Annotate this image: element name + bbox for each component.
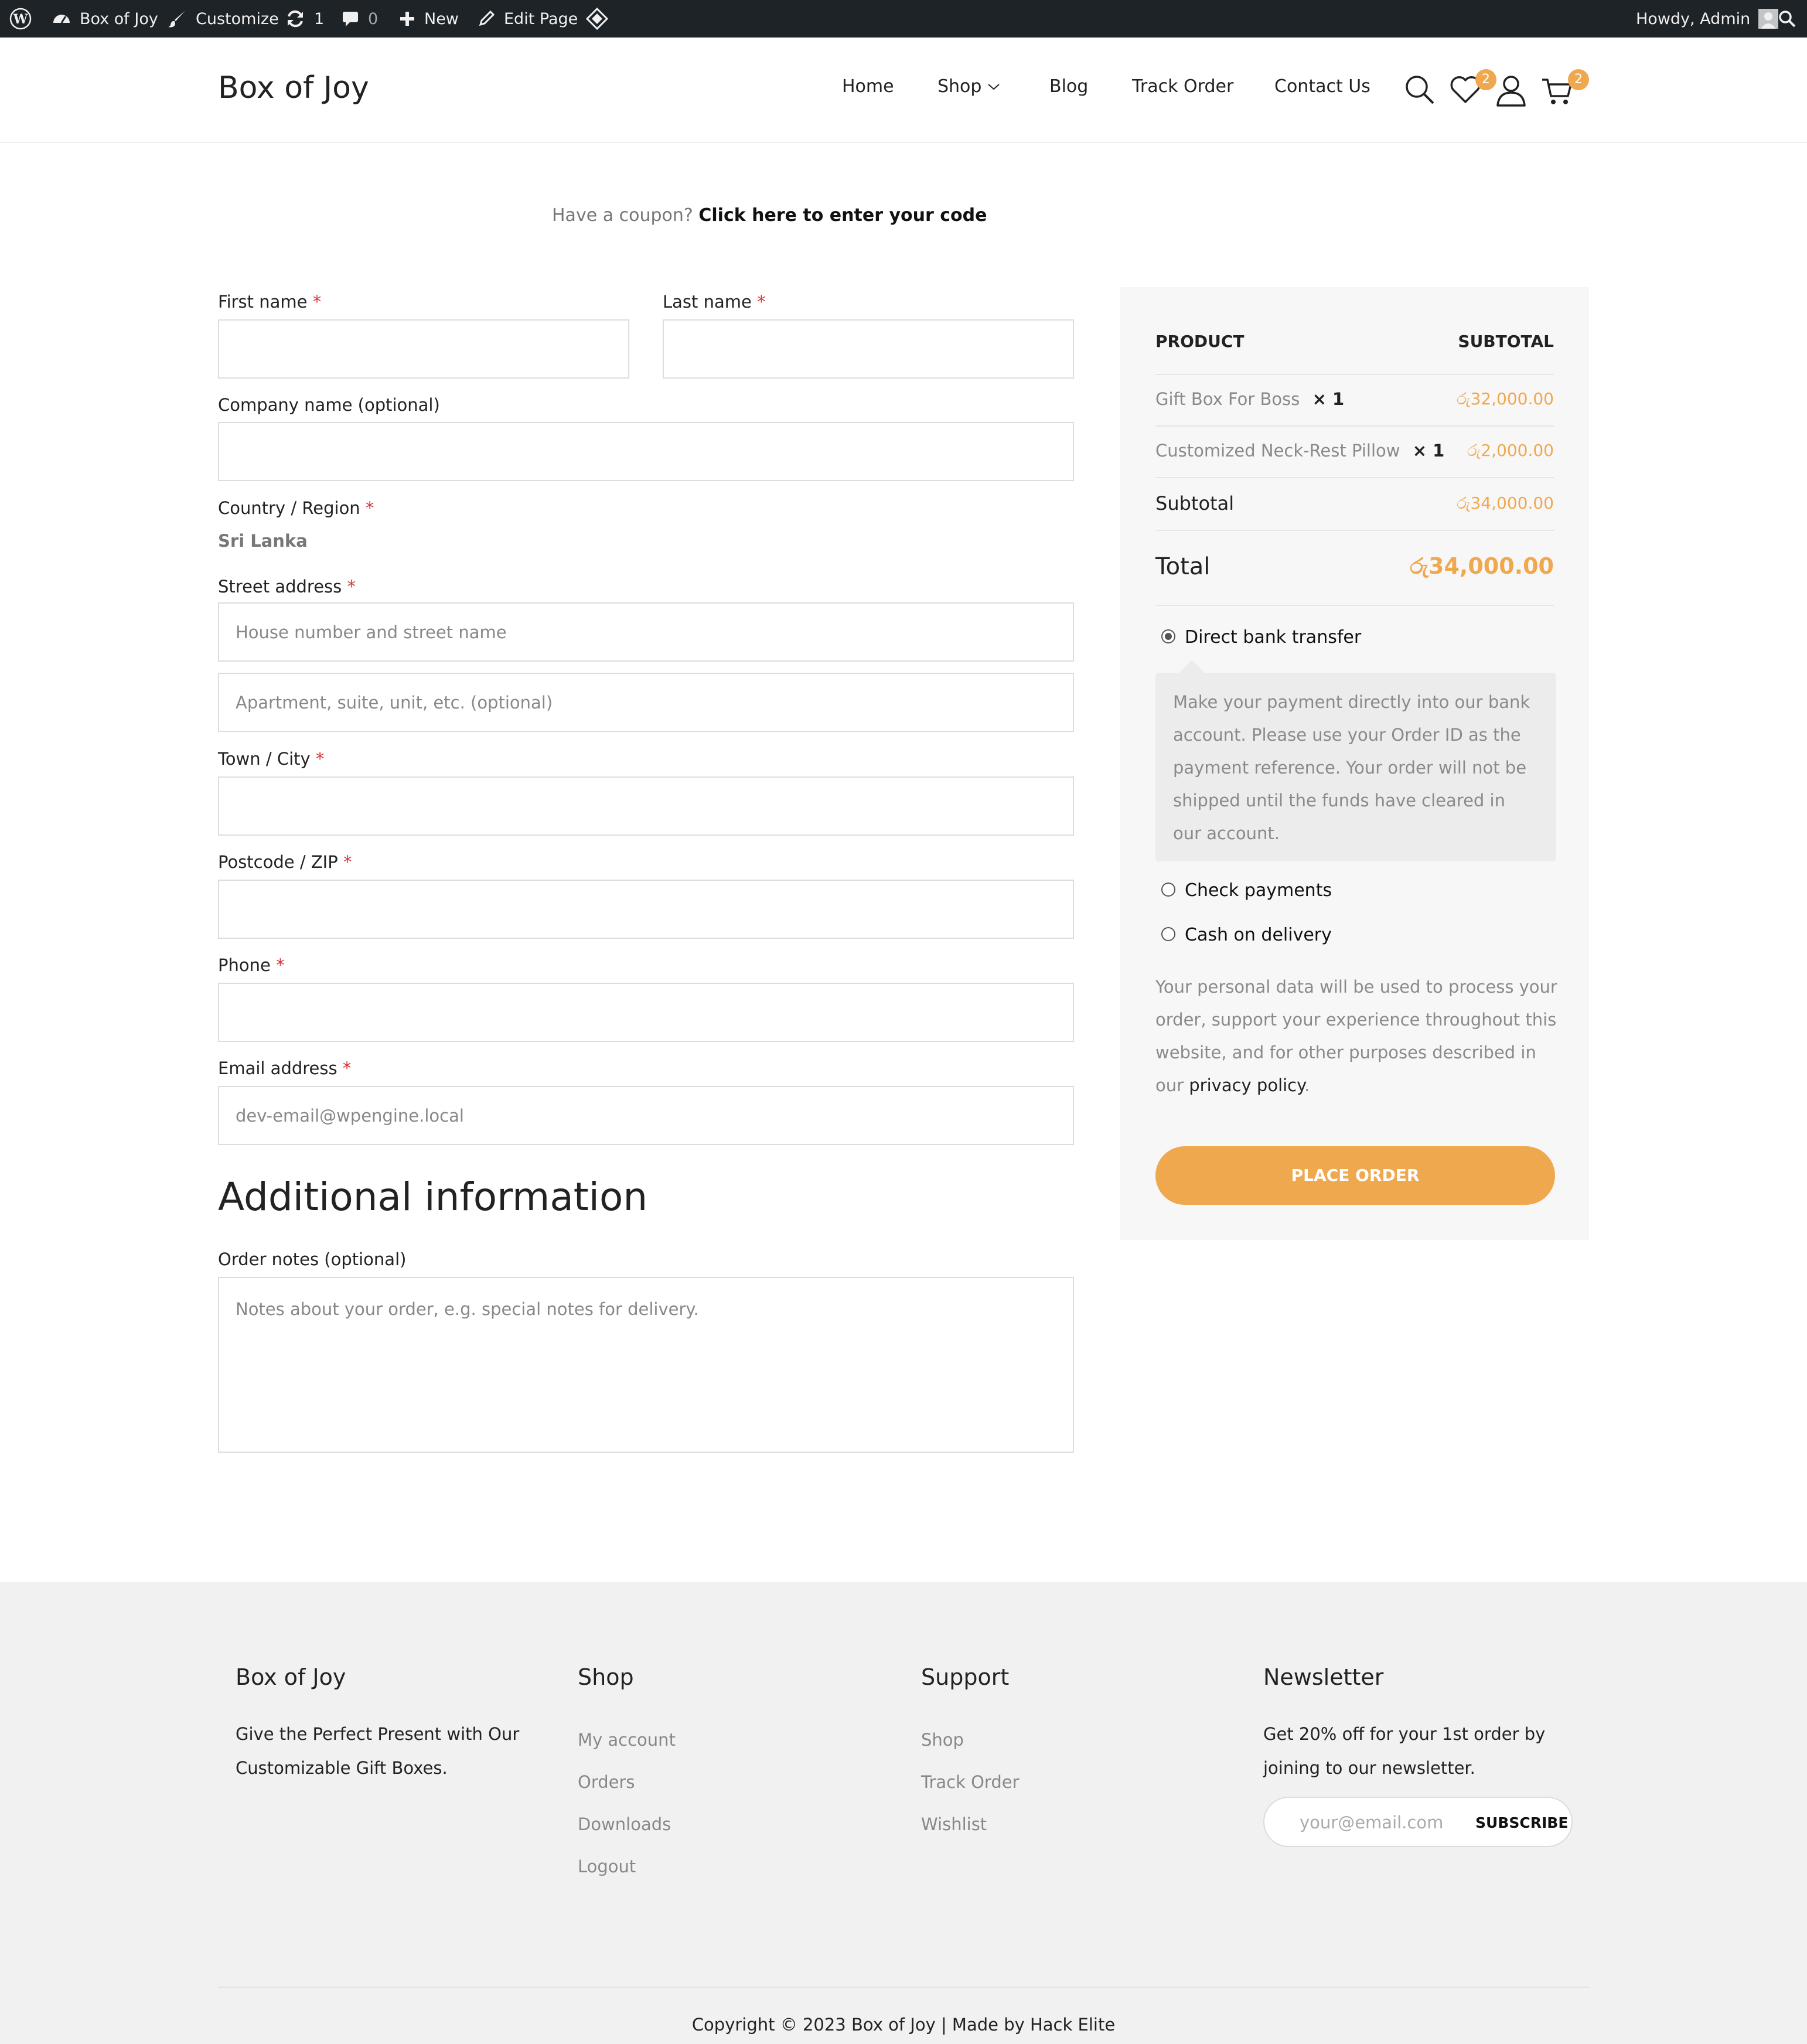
phone-label-text: Phone xyxy=(218,955,271,975)
nav-track-order[interactable]: Track Order xyxy=(1132,76,1234,97)
last-name-field[interactable] xyxy=(663,319,1074,379)
nav-contact-us[interactable]: Contact Us xyxy=(1274,76,1370,97)
footer-link-orders[interactable]: Orders xyxy=(578,1772,635,1792)
required-mark: * xyxy=(276,955,285,975)
subtotal-label: Subtotal xyxy=(1155,492,1235,515)
city-label xyxy=(218,749,324,769)
footer-link-track-order[interactable]: Track Order xyxy=(921,1772,1020,1792)
payment-radio-cod[interactable] xyxy=(1161,927,1175,941)
item-name: Gift Box For Boss xyxy=(1155,389,1300,409)
phone-label xyxy=(218,955,285,975)
city-field[interactable] xyxy=(218,776,1074,836)
privacy-policy-link[interactable]: privacy policy xyxy=(1189,1075,1305,1095)
street-address-field[interactable] xyxy=(218,602,1074,662)
site-footer xyxy=(0,1582,1807,2044)
admin-new[interactable] xyxy=(398,0,459,38)
pencil-icon xyxy=(477,9,496,28)
col-subtotal: SUBTOTAL xyxy=(1458,332,1554,351)
total-label: Total xyxy=(1155,553,1211,580)
first-name-label-text: First name xyxy=(218,292,308,312)
total-value: රු34,000.00 xyxy=(1410,553,1554,579)
footer-link-downloads[interactable]: Downloads xyxy=(578,1814,671,1834)
col-product: PRODUCT xyxy=(1155,332,1245,351)
payment-label-check[interactable]: Check payments xyxy=(1185,880,1332,901)
required-mark: * xyxy=(342,1058,352,1078)
updates-count: 1 xyxy=(314,9,325,28)
admin-customize-label: Customize xyxy=(196,9,279,28)
nav-shop-label: Shop xyxy=(937,76,982,97)
wishlist-count-badge: 2 xyxy=(1475,69,1496,90)
refresh-icon xyxy=(285,8,306,29)
footer-link-wishlist[interactable]: Wishlist xyxy=(921,1814,987,1834)
postcode-label xyxy=(218,852,352,872)
payment-label-cod[interactable]: Cash on delivery xyxy=(1185,925,1332,945)
street-address-2-field[interactable] xyxy=(218,673,1074,732)
admin-site-name-label: Box of Joy xyxy=(80,9,158,28)
plus-icon xyxy=(398,10,416,28)
copyright: Copyright © 2023 Box of Joy | Made by Hack Elite xyxy=(691,2015,1116,2035)
user-account-icon[interactable] xyxy=(1495,74,1527,107)
order-item xyxy=(1155,389,1344,409)
search-icon[interactable] xyxy=(1404,74,1436,105)
privacy-notice xyxy=(1155,970,1560,1102)
email-label xyxy=(218,1058,351,1078)
required-mark: * xyxy=(347,577,356,597)
last-name-label xyxy=(663,292,766,312)
admin-updates[interactable] xyxy=(285,0,324,38)
order-review xyxy=(1120,287,1589,1240)
howdy-label: Howdy, Admin xyxy=(1636,9,1751,28)
privacy-text: Your personal data will be used to process your order, support your experience throughout this website, and for other purposes described in our xyxy=(1155,977,1557,1095)
nav-blog[interactable]: Blog xyxy=(1049,76,1089,97)
divider xyxy=(1155,477,1554,478)
admin-edit-page-label: Edit Page xyxy=(504,9,578,28)
order-notes-field[interactable] xyxy=(218,1277,1074,1453)
place-order-button[interactable]: PLACE ORDER xyxy=(1155,1146,1555,1205)
order-notes-label: Order notes (optional) xyxy=(218,1249,407,1269)
bank-transfer-description: Make your payment directly into our bank account. Please use your Order ID as the payment reference. Your order will not be shipped until the funds have cleared in our account. xyxy=(1155,673,1556,861)
subscribe-button[interactable]: SUBSCRIBE xyxy=(1475,1814,1569,1831)
first-name-field[interactable] xyxy=(218,319,629,379)
newsletter-form xyxy=(1263,1797,1573,1847)
footer-newsletter-text: Get 20% off for your 1st order by joining to our newsletter. xyxy=(1263,1724,1546,1778)
divider xyxy=(1155,374,1554,375)
admin-account[interactable] xyxy=(1636,0,1778,38)
country-label xyxy=(218,498,374,518)
subtotal-value: රු34,000.00 xyxy=(1457,493,1554,513)
payment-radio-bank[interactable] xyxy=(1161,629,1175,643)
postcode-label-text: Postcode / ZIP xyxy=(218,852,338,872)
country-label-text: Country / Region xyxy=(218,498,360,518)
required-mark: * xyxy=(365,498,374,518)
item-name: Customized Neck-Rest Pillow xyxy=(1155,441,1400,461)
coupon-notice xyxy=(552,205,987,226)
footer-support-title: Support xyxy=(921,1664,1010,1690)
footer-brand-title: Box of Joy xyxy=(236,1664,346,1690)
footer-shop-title: Shop xyxy=(578,1664,634,1690)
footer-link-my-account[interactable]: My account xyxy=(578,1730,676,1750)
phone-field[interactable] xyxy=(218,983,1074,1042)
footer-link-logout[interactable]: Logout xyxy=(578,1856,636,1876)
additional-info-title: Additional information xyxy=(218,1174,648,1219)
item-price: රු32,000.00 xyxy=(1457,389,1554,408)
last-name-label-text: Last name xyxy=(663,292,752,312)
first-name-label xyxy=(218,292,321,312)
order-item xyxy=(1155,441,1444,461)
required-mark: * xyxy=(343,852,352,872)
email-label-text: Email address xyxy=(218,1058,337,1078)
admin-new-label: New xyxy=(424,9,459,28)
comments-count: 0 xyxy=(368,9,379,28)
item-qty: × 1 xyxy=(1312,389,1345,409)
coupon-link[interactable]: Click here to enter your code xyxy=(698,205,987,226)
divider xyxy=(1155,530,1554,531)
svg-text:W: W xyxy=(13,12,28,27)
admin-avatar xyxy=(1758,9,1778,29)
payment-radio-check[interactable] xyxy=(1161,883,1175,897)
street-label xyxy=(218,577,356,597)
newsletter-email-input[interactable] xyxy=(1300,1811,1475,1834)
payment-label-bank[interactable]: Direct bank transfer xyxy=(1185,627,1362,648)
email-field[interactable] xyxy=(218,1086,1074,1145)
comment-icon xyxy=(341,9,360,28)
admin-comments[interactable] xyxy=(341,0,378,38)
cart-count-badge: 2 xyxy=(1568,69,1589,90)
site-title[interactable]: Box of Joy xyxy=(218,70,369,105)
required-mark: * xyxy=(757,292,766,312)
city-label-text: Town / City xyxy=(218,749,311,769)
dashboard-icon xyxy=(52,9,71,29)
footer-link-shop[interactable]: Shop xyxy=(921,1730,964,1750)
nav-shop[interactable] xyxy=(937,76,1000,97)
footer-newsletter-title: Newsletter xyxy=(1263,1664,1384,1690)
company-field[interactable] xyxy=(218,422,1074,481)
wordpress-logo-icon[interactable] xyxy=(9,0,32,38)
admin-edit-page[interactable] xyxy=(477,0,578,38)
admin-bar xyxy=(0,0,1807,38)
country-value: Sri Lanka xyxy=(218,531,308,551)
site-header xyxy=(0,38,1807,143)
nav-home[interactable]: Home xyxy=(842,76,894,97)
footer-divider xyxy=(218,1987,1589,1988)
footer-brand-text: Give the Perfect Present with Our Customizable Gift Boxes. xyxy=(236,1724,520,1778)
privacy-end: . xyxy=(1304,1075,1310,1095)
item-price: රු2,000.00 xyxy=(1467,441,1554,460)
company-label: Company name (optional) xyxy=(218,395,440,415)
brush-icon xyxy=(168,9,187,29)
admin-search-icon[interactable] xyxy=(1778,0,1796,38)
diamond-icon[interactable] xyxy=(586,0,608,38)
required-mark: * xyxy=(312,292,322,312)
description-arrow xyxy=(1179,660,1205,673)
required-mark: * xyxy=(315,749,325,769)
coupon-prompt: Have a coupon? xyxy=(552,205,693,226)
street-label-text: Street address xyxy=(218,577,342,597)
admin-customize[interactable] xyxy=(168,0,279,38)
admin-site-name[interactable] xyxy=(52,0,158,38)
divider xyxy=(1155,605,1554,606)
chevron-down-icon xyxy=(987,83,1000,91)
divider xyxy=(1155,425,1554,427)
postcode-field[interactable] xyxy=(218,880,1074,939)
item-qty: × 1 xyxy=(1412,441,1445,461)
